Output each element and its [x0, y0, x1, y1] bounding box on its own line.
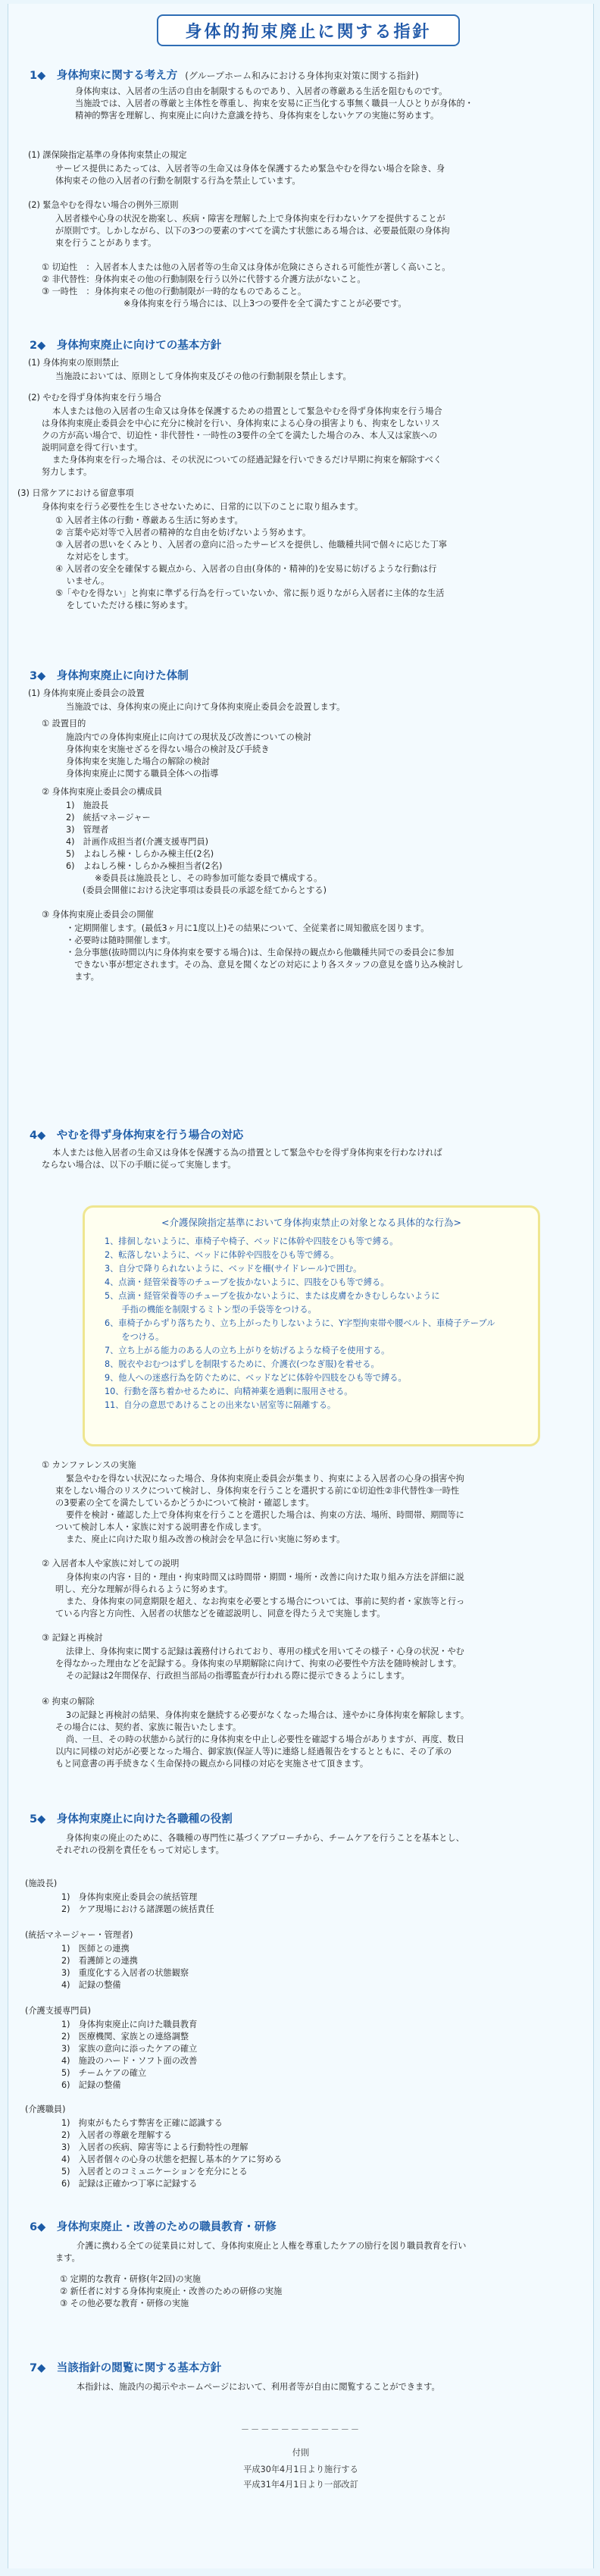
s6-intro: 介護に携わる全ての従業員に対して、身体拘束廃止と人権を尊重したケアの励行を図り職員教育を行い ます。	[55, 2241, 467, 2263]
s6-items: ① 定期的な教育・研修(年2回)の実施 ② 新任者に対する身体拘束廃止・改善のための研修の実施 ③ その他必要な教育・研修の実施	[60, 2274, 283, 2308]
section-1-heading: 1◆ 身体拘束に関する考え方 (グループホーム和みにおける身体拘束対策に関する指針)	[30, 70, 419, 82]
document-page	[8, 4, 594, 2568]
s4-c-title: ③ 記録と再検討	[42, 1633, 103, 1643]
section-1-subtitle: (グループホーム和みにおける身体拘束対策に関する指針)	[185, 71, 419, 81]
section-4-heading: 4◆ やむを得ず身体拘束を行う場合の対応	[30, 1130, 244, 1142]
s2-p1-title: (1) 身体拘束の原則禁止	[28, 358, 120, 368]
s1-p1-title: (1) 課保険指定基準の身体拘束禁止の規定	[28, 150, 187, 160]
s2-p3-intro: 身体拘束を行う必要性を生じさせないために、日常的に以下のことに取り組みます。	[42, 502, 364, 512]
footer-line-1: 平成30年4月1日より施行する	[243, 2465, 358, 2474]
list-item: 9、他人への迷惑行為を防ぐために、ベッドなどに体幹や四肢をひも等で縛る。	[105, 1373, 407, 1383]
s2-p2-title: (2) やむを得ず身体拘束を行う場合	[28, 393, 162, 403]
prohibited-acts-title: <介護保険指定基準において身体拘束禁止の対象となる具体的な行為>	[161, 1217, 461, 1228]
list-item: 2、転落しないように、ベッドに体幹や四肢をひも等で縛る。	[105, 1250, 339, 1260]
section-5-heading: 5◆ 身体拘束廃止に向けた各職種の役割	[30, 1813, 233, 1825]
s2-p2-body: 本人または他の入居者の生命又は身体を保護するための措置として緊急やむを得ず身体拘束を行う場合 は身体拘束廃止委員会を中心に充分に検討を行い、身体拘束による心身の損害よりも、拘束をしないリス クの方が高い場合で、切迫性・非代替性・一時性の3要件の全てを満たした場合のみ、本人又は家族への 説明同意を得て行います。 また身体拘束を行った場合は、その状況についての経過記録を行いできるだけ早期に拘束を解除すべく 努力します。	[42, 406, 442, 477]
s4-b-title: ② 入居者本人や家族に対しての説明	[42, 1559, 180, 1568]
s4-a-title: ① カンファレンスの実施	[42, 1460, 136, 1470]
s3-p1-title: (1) 身体拘束廃止委員会の設置	[28, 688, 145, 698]
list-item: をつける。	[105, 1332, 164, 1342]
s4-intro: 本人または他入居者の生命又は身体を保護する為の措置として緊急やむを得ず身体拘束を行わなければ ならない場合は、以下の手順に従って実施します。	[42, 1148, 442, 1170]
section-3-heading: 3◆ 身体拘束廃止に向けた体制	[30, 670, 189, 682]
section-1-intro: 身体拘束は、入居者の生活の自由を制限するものであり、入居者の尊厳ある生活を阻むものです。 当施設では、入居者の尊厳と主体性を尊重し、拘束を安易に正当化する事無く職員一人ひとりが身体的・ 精神的弊害を理解し、拘束廃止に向けた意識を持ち、身体拘束をしないケアの実施に努めます。	[75, 86, 473, 121]
s3-c-title: ③ 身体拘束廃止委員会の開催	[42, 910, 154, 920]
s5-role-manager-list: 1) 医師との連携 2) 看護師との連携 3) 重度化する入居者の状態観察 4) 記録の整備	[61, 1944, 189, 1990]
s1-p1-body: サービス提供にあたっては、入居者等の生命又は身体を保護するため緊急やむを得ない場合を除き、身 体拘束その他の入居者の行動を制限する行為を禁止しています。	[55, 164, 445, 186]
s1-p2-body: 入居者様や心身の状況を勘案し、疾病・障害を理解した上で身体拘束を行わないケアを提供することが が原則です。しかしながら、以下の3つの要素のすべてを満たす状態にある場合は、必要最低限の身体拘 束を行うことがあります。	[55, 214, 450, 248]
footer-label: 付則	[292, 2448, 310, 2458]
s5-role-caregiver-list: 1) 拘束がもたらす弊害を正確に認識する 2) 入居者の尊厳を理解する 3) 入居者の疾病、障害等による行動特性の理解 4) 入居者個々の心身の状態を把握し基本的ケアに努める 5) 入居者とのコミュニケーションを充分にとる 6) 記録は正確かつ丁寧に記録する	[61, 2118, 283, 2189]
s5-intro: 身体拘束の廃止のために、各職種の専門性に基づくアプローチから、チームケアを行うことを基本とし、 それぞれの役割を責任をもって対応します。	[55, 1833, 464, 1855]
s4-c-body: 法律上、身体拘束に関する記録は義務付けられており、専用の様式を用いてその様子・心身の状況・やむ を得なかった理由などを記録する。身体拘束の早期解除に向けて、拘束の必要性や方法を随時検討します。 その記録は2年間保存、行政担当部局の指導監査が行われる際に提示できるようにします。	[55, 1647, 464, 1681]
list-item: 8、脱衣やおむつはずしを制限するために、介護衣(つなぎ服)を着せる。	[105, 1359, 380, 1369]
list-item: 7、立ち上がる能力のある人の立ち上がりを妨げるような椅子を使用する。	[105, 1346, 390, 1355]
list-item: 10、行動を落ち着かせるために、向精神薬を過剰に服用させる。	[105, 1387, 353, 1396]
s2-p1-body: 当施設においては、原則として身体拘束及びその他の行動制限を禁止します。	[55, 371, 352, 381]
s7-intro: 本指針は、施設内の掲示やホームページにおいて、利用者等が自由に閲覧することができます。	[77, 2382, 440, 2392]
list-item: 5、点滴・経管栄養等のチューブを抜かないように、または皮膚をかきむしらないように	[105, 1291, 440, 1301]
list-item: 6、車椅子からずり落ちたり、立ち上がったりしないように、Y字型拘束帯や腰ベルト、車椅子テーブル	[105, 1318, 495, 1328]
s3-c-body: ・定期開催します。(最低3ヶ月に1度以上)その結果について、全従業者に周知徹底を図ります。 ・必要時は随時開催します。 ・急分事態(抜時間以内に身体拘束を要する場合)は、生命保持の観点から他職種共同での委員会に参加 できない事が想定されます。その為、意見を聞くなどの対応により各スタッフの意見を盛り込み検討し ます。	[66, 923, 464, 982]
s4-a-body: 緊急やむを得ない状況になった場合、身体拘束廃止委員会が集まり、拘束による入居者の心身の損害や拘 束をしない場合のリスクについて検討し、身体拘束を行うことを選択する前に①切迫性②非代替性③一時性 の3要素の全てを満たしているかどうかについて検討・確認します。 要件を検討・確認した上で身体拘束を行うことを選択した場合は、拘束の方法、場所、時間帯、期間等に ついて検討し本人・家族に対する説明書を作成します。 また、廃止に向けた取り組み改善の検討会を早急に行い実施に努めます。	[55, 1474, 464, 1544]
s3-a-body: 施設内での身体拘束廃止に向けての現状及び改善についての検討 身体拘束を実施せざるを得ない場合の検討及び手続き 身体拘束を実施した場合の解除の検討 身体拘束廃止に関する職員全体への指導	[66, 732, 312, 779]
s3-p1-intro: 当施設では、身体拘束の廃止に向けて身体拘束廃止委員会を設置します。	[66, 702, 345, 712]
list-item: 1、排徊しないように、車椅子や椅子、ベッドに体幹や四肢をひも等で縛る。	[105, 1236, 398, 1246]
section-7-heading: 7◆ 当該指針の閲覧に関する基本方針	[30, 2362, 222, 2374]
s3-b-title: ② 身体拘束廃止委員会の構成員	[42, 787, 163, 797]
section-6-heading: 6◆ 身体拘束廃止・改善のための職員教育・研修	[30, 2221, 277, 2233]
s3-b-list: 1) 施設長 2) 統括マネージャー 3) 管理者 4) 計画作成担当者(介護支援専門員) 5) よねしろ棟・しらかみ棟主任(2名) 6) よねしろ棟・しらかみ棟担当者(2名) ※委員長は施設長とし、その時参加可能な委員で構成する。 (委員会開催における決定事項は委員長の承認を経てからとする)	[66, 801, 327, 895]
s1-criteria: ① 切迫性 ：入居者本人または他の入居者等の生命又は身体が危険にさらされる可能性が著しく高いこと。 ② 非代替性：身体拘束その他の行動制限を行う以外に代替する介護方法がないこと。 ③ 一時性 ：身体拘束その他の行動制限が一時的なものであること。 ※身体拘束を行う場合には、以上3つの要件を全て満たすことが必要です。	[42, 262, 451, 309]
s3-a-title: ① 設置目的	[42, 719, 86, 729]
list-item: 3、自分で降りられないように、ベッドを柵(サイドレール)で囲む。	[105, 1264, 362, 1274]
prohibited-acts-box	[83, 1205, 540, 1446]
s5-role-director-list: 1) 身体拘束廃止委員会の統括管理 2) ケア現場における諸課題の統括責任	[61, 1892, 214, 1914]
page-title: 身体的拘束廃止に関する指針	[157, 14, 460, 46]
s2-p3-title: (3) 日常ケアにおける留意事項	[17, 488, 134, 498]
footer-divider: －－－－－－－－－－－－	[240, 2425, 361, 2435]
list-item: 11、自分の意思であけることの出来ない居室等に隔離する。	[105, 1400, 336, 1410]
s5-role-director-title: (施設長)	[25, 1879, 58, 1888]
s4-b-body: 身体拘束の内容・目的・理由・拘束時間又は時間帯・期間・場所・改善に向けた取り組み方法を詳細に説 明し、充分な理解が得られるように努めます。 また、身体拘束の同意期限を超え、なお拘束を必要とする場合については、事前に契約者・家族等と行っ ている内容と方向性、入居者の状態などを確認説明し、同意を得たうえで実施します。	[55, 1572, 465, 1619]
s5-role-caregiver-title: (介護職員)	[25, 2104, 66, 2114]
s1-p2-title: (2) 緊急やむを得ない場合の例外三原則	[28, 200, 179, 210]
s5-role-caremanager-title: (介護支援専門員)	[25, 2006, 92, 2016]
s5-role-caremanager-list: 1) 身体拘束廃止に向けた職員教育 2) 医療機関、家族との連絡調整 3) 家族の意向に添ったケアの確立 4) 施設のハード・ソフト面の改善 5) チームケアの確立 6) 記録の整備	[61, 2020, 198, 2090]
s5-role-manager-title: (統括マネージャー・管理者)	[25, 1930, 133, 1940]
prohibited-acts-list	[85, 1235, 538, 1412]
footer-line-2: 平成31年4月1日より一部改訂	[243, 2480, 358, 2490]
list-item: 4、点滴・経管栄養等のチューブを抜かないように、四肢をひも等で縛る。	[105, 1277, 389, 1287]
s4-d-body: 3の記録と再検討の結果、身体拘束を継続する必要がなくなった場合は、速やかに身体拘束を解除します。 その場合には、契約者、家族に報告いたします。 尚、一旦、その時の状態から試行的に身体拘束を中止し必要性を確認する場合がありますが、再度、数日 以内に同様の対応が必要となった場合、御家族(保証人等)に連絡し経過報告をするとともに、その了承の もと同意書の再手続きなく生命保持の観点から同様の対応を実施させて頂きます。	[55, 1710, 470, 1769]
s2-p3-items: ① 入居者主体の行動・尊厳ある生活に努めます。 ② 言葉や応対等で入居者の精神的な自由を妨げないよう努めます。 ③ 入居者の思いをくみとり、入居者の意向に沿ったサービスを提供し、他職種共同で個々に応じた丁寧 な対応をします。 ④ 入居者の安全を確保する観点から、入居者の自由(身体的・精神的)を安易に妨げるような行動は行 いません。 ⑤「やむを得ない」と拘束に準ずる行為を行っていないか、常に振り返りながら入居者に主体的な生活 をしていただける様に努めます。	[55, 516, 448, 610]
list-item: 手指の機能を制限するミトン型の手袋等をつける。	[105, 1305, 317, 1315]
section-2-heading: 2◆ 身体拘束廃止に向けての基本方針	[30, 340, 222, 352]
s4-d-title: ④ 拘束の解除	[42, 1697, 95, 1706]
